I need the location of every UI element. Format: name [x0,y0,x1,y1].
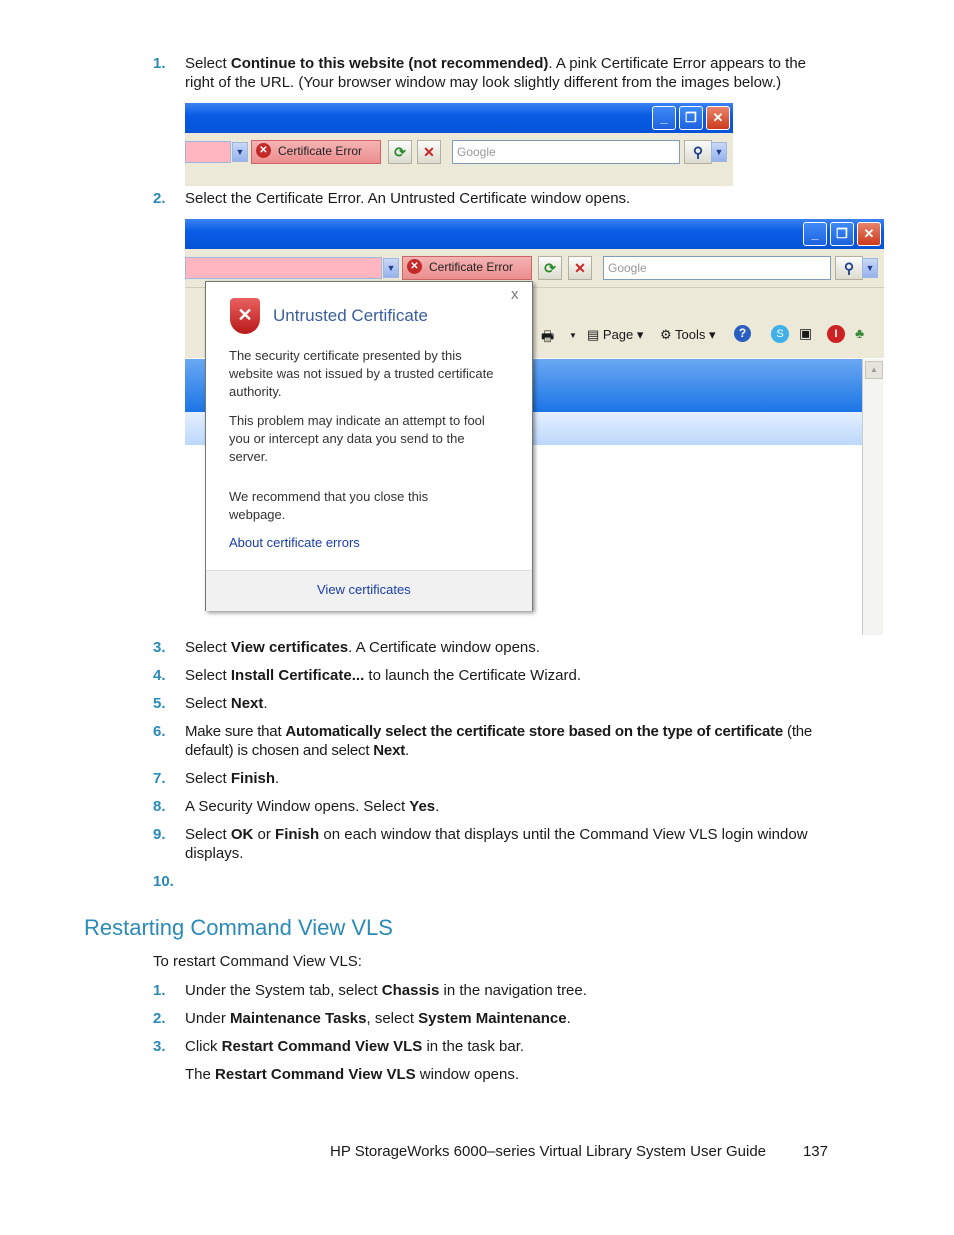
search-options-icon[interactable]: ▼ [862,258,878,278]
refresh-icon[interactable]: ⟳ [388,140,412,164]
step-text [185,694,835,713]
step-number: 7. [153,770,166,787]
step-text-part: Under the System tab, select [185,982,382,999]
untrusted-certificate-popup [205,281,533,611]
step-number: 6. [153,723,166,740]
step-text-part: . A Certificate window opens. [348,639,540,656]
step-text [185,797,835,816]
step-text [185,666,835,685]
step-number: 2. [153,1010,166,1027]
footer-title: HP StorageWorks 6000–series Virtual Library System User Guide [330,1143,767,1160]
search-input[interactable]: Google [452,140,680,164]
step-bold: Continue to this website (not recommended) [230,55,549,72]
minimize-icon[interactable]: _ [803,222,827,246]
step-text-part: . A pink Certificate Error appears to the right of the URL. (Your browser window may look slightly different from the images below.) [185,55,807,91]
search-icon[interactable]: ⚲ [684,140,712,164]
step-bold: Yes [409,798,436,815]
certificate-error-button[interactable] [251,140,381,164]
help-icon[interactable]: ? [734,325,751,342]
view-certificates-link[interactable]: View certificates [317,582,411,597]
section-heading: Restarting Command View VLS [84,915,393,940]
chevron-down-icon[interactable]: ▼ [383,258,399,278]
tools-menu-label: Tools [675,327,706,342]
vertical-scrollbar[interactable] [862,359,883,635]
scroll-up-icon[interactable]: ▲ [865,361,883,379]
step-bold: Finish [275,826,320,843]
step-text-part: window opens. [415,1066,520,1083]
step-number: 8. [153,798,166,815]
step-text-part: in the task bar. [422,1038,525,1055]
popup-title: Untrusted Certificate [273,306,428,325]
messenger-icon[interactable]: ♣ [855,325,865,341]
step-bold: Next [373,742,406,759]
step-text-part: . [435,798,440,815]
step-text-part: in the navigation tree. [439,982,587,999]
browser-screenshot-2 [185,219,884,635]
step-text [185,722,835,760]
certificate-error-button[interactable] [402,256,532,280]
step-text-part: on each window that displays until the Command View VLS login window displays. [185,826,808,862]
step-text [185,981,835,1000]
step-bold: View certificates [230,639,349,656]
step-text-part: Select [185,639,231,656]
close-icon[interactable]: ✕ [706,106,730,130]
step-number: 3. [153,639,166,656]
step-number: 10. [153,873,174,890]
step-bold: Chassis [381,982,440,999]
page-menu[interactable]: ▤ Page ▾ [587,327,644,342]
popup-paragraph: This problem may indicate an attempt to fool you or intercept any data you send to the server. [229,413,485,464]
step-text-part: Select [185,695,231,712]
step-text-part: Select [185,667,231,684]
step-bold: Restart Command View VLS [215,1066,416,1083]
step-text-part: Select [185,55,231,72]
step-number: 3. [153,1038,166,1055]
tools-menu[interactable]: ⚙ Tools ▾ [660,327,716,342]
step-text-part: Make sure that [185,723,286,740]
step-text-part: Under [185,1010,231,1027]
step-text-part: . [405,742,409,759]
step-number: 9. [153,826,166,843]
step-number: 5. [153,695,166,712]
stop-icon[interactable]: ✕ [417,140,441,164]
shield-error-icon: ✕ [407,259,422,274]
window-titlebar [185,219,884,249]
step-number: 1. [153,982,166,999]
shield-error-icon: ✕ [230,298,260,334]
section-intro: To restart Command View VLS: [153,953,362,970]
step-text [185,825,835,863]
refresh-icon[interactable]: ⟳ [538,256,562,280]
step-text [185,54,835,92]
about-certificate-errors-link[interactable]: About certificate errors [229,535,360,550]
chevron-down-icon[interactable]: ▼ [569,331,577,340]
step-bold: OK [230,826,254,843]
print-icon[interactable]: 🖶 [541,328,555,344]
step-bold: Automatically select the certificate store based on the type of certificate [285,723,784,740]
step-text-part: The [185,1066,216,1083]
step-number: 2. [153,190,166,207]
step-text: Select the Certificate Error. An Untrusted Certificate window opens. [185,190,631,207]
skype-icon[interactable]: S [771,325,789,343]
popup-paragraph: The security certificate presented by this website was not issued by a trusted certificate authority. [229,348,494,399]
page-number: 137 [802,1143,828,1160]
search-input[interactable]: Google [603,256,831,280]
step-text-part: Click [185,1038,222,1055]
search-icon[interactable]: ⚲ [835,256,863,280]
step-number: 1. [153,55,166,72]
minimize-icon[interactable]: _ [652,106,676,130]
step-bold: Next [230,695,264,712]
stop-icon[interactable]: ✕ [568,256,592,280]
step-bold: System Maintenance [418,1010,567,1027]
close-icon[interactable]: ✕ [857,222,881,246]
chevron-down-icon[interactable]: ▼ [232,142,248,162]
certificate-error-label: Certificate Error [429,260,514,274]
step-text [185,769,835,788]
step-bold: Finish [230,770,276,787]
page-menu-label: Page [602,327,634,342]
step-text-part: Select [185,770,231,787]
step-text-part: Select [185,826,231,843]
step-text [185,1037,835,1056]
step-text-part: A Security Window opens. Select [185,798,410,815]
result-text [185,1065,835,1084]
search-options-icon[interactable]: ▼ [711,142,727,162]
page-footer [330,1143,828,1160]
step-text-part: . [275,770,280,787]
window-titlebar [185,103,733,133]
step-text-part: , select [366,1010,419,1027]
restore-icon[interactable]: ❐ [830,222,854,246]
step-text-part: (the default) is chosen and select [185,723,813,759]
browser-screenshot-1 [185,103,733,186]
certificate-error-label: Certificate Error [278,144,363,158]
step-text-part: . [263,695,268,712]
step-bold: Restart Command View VLS [221,1038,423,1055]
step-bold: Install Certificate... [230,667,365,684]
research-icon[interactable]: ▣ [799,325,813,341]
step-text [185,638,835,657]
step-text-part: . [566,1010,571,1027]
step-number: 4. [153,667,166,684]
restore-icon[interactable]: ❐ [679,106,703,130]
step-bold: Maintenance Tasks [230,1010,367,1027]
step-text-part: or [253,826,276,843]
step-text [185,1009,835,1028]
address-bar[interactable] [185,141,231,163]
shield-error-icon: ✕ [256,143,271,158]
address-bar[interactable] [185,257,382,279]
close-icon[interactable]: x [511,286,519,303]
popup-paragraph: We recommend that you close this webpage. [229,489,429,522]
addon-icon[interactable]: I [827,325,845,343]
step-text-part: to launch the Certificate Wizard. [364,667,581,684]
